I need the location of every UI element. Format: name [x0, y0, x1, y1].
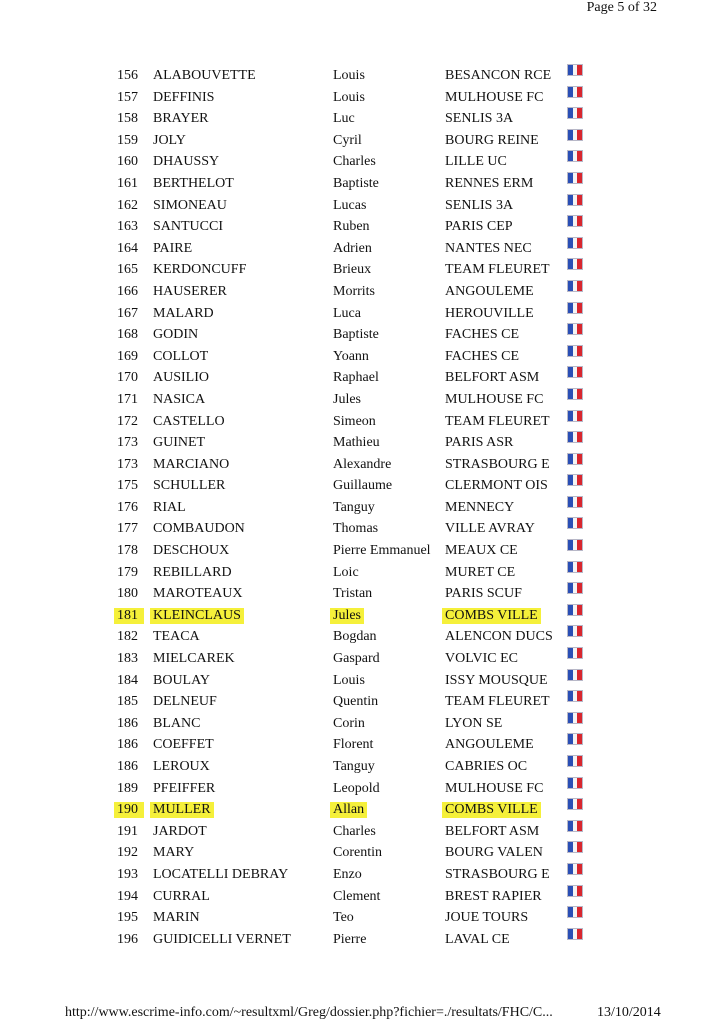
last-name-cell: AUSILIO: [153, 370, 209, 386]
rank-cell: 193: [117, 866, 138, 882]
france-flag-icon: [568, 886, 582, 896]
table-row: [0, 864, 723, 886]
club-cell: MULHOUSE FC: [445, 780, 544, 796]
rank-cell: 166: [117, 283, 138, 299]
first-name-cell: Tanguy: [333, 499, 375, 515]
table-row: [0, 216, 723, 238]
club-cell: HEROUVILLE: [445, 305, 534, 321]
france-flag-icon: [568, 713, 582, 723]
france-flag-icon: [568, 87, 582, 97]
france-flag-icon: [568, 605, 582, 615]
france-flag-icon: [568, 497, 582, 507]
france-flag-icon: [568, 475, 582, 485]
table-row: [0, 432, 723, 454]
table-row: [0, 583, 723, 605]
table-row: [0, 151, 723, 173]
table-row: [0, 130, 723, 152]
france-flag-icon: [568, 454, 582, 464]
club-cell: BREST RAPIER: [445, 888, 542, 904]
club-cell: ANGOULEME: [445, 283, 534, 299]
table-row: [0, 778, 723, 800]
last-name-cell: MARCIANO: [153, 456, 230, 472]
table-row: [0, 475, 723, 497]
first-name-cell: Guillaume: [333, 478, 393, 494]
rank-cell: 171: [117, 391, 138, 407]
first-name-cell: Enzo: [333, 866, 362, 882]
rank-cell: 182: [117, 629, 138, 645]
last-name-cell: JOLY: [153, 132, 186, 148]
france-flag-icon: [568, 411, 582, 421]
first-name-cell: Ruben: [333, 219, 370, 235]
rank-cell: 190: [114, 802, 144, 818]
table-row: [0, 238, 723, 260]
france-flag-icon: [568, 842, 582, 852]
table-row: [0, 691, 723, 713]
last-name-cell: GODIN: [153, 327, 199, 343]
france-flag-icon: [568, 734, 582, 744]
club-cell: VILLE AVRAY: [445, 521, 535, 537]
club-cell: STRASBOURG E: [445, 866, 550, 882]
rank-cell: 191: [117, 823, 138, 839]
last-name-cell: GUINET: [153, 435, 206, 451]
table-row: [0, 195, 723, 217]
first-name-cell: Florent: [333, 737, 374, 753]
rank-cell: 159: [117, 132, 138, 148]
rank-cell: 165: [117, 262, 138, 278]
club-cell: BELFORT ASM: [445, 823, 540, 839]
table-row: [0, 497, 723, 519]
table-row: [0, 346, 723, 368]
table-row: [0, 756, 723, 778]
france-flag-icon: [568, 821, 582, 831]
table-row: [0, 389, 723, 411]
club-cell: ISSY MOUSQUE: [445, 672, 548, 688]
first-name-cell: Luca: [333, 305, 361, 321]
table-row: [0, 454, 723, 476]
club-cell: SENLIS 3A: [445, 111, 514, 127]
rank-cell: 168: [117, 327, 138, 343]
rank-cell: 170: [117, 370, 138, 386]
first-name-cell: Allan: [330, 802, 367, 818]
table-row: [0, 821, 723, 843]
first-name-cell: Yoann: [333, 348, 369, 364]
table-row: [0, 670, 723, 692]
rank-cell: 173: [117, 456, 138, 472]
table-row: [0, 367, 723, 389]
first-name-cell: Corin: [333, 715, 365, 731]
first-name-cell: Tristan: [333, 586, 373, 602]
france-flag-icon: [568, 864, 582, 874]
first-name-cell: Corentin: [333, 845, 382, 861]
france-flag-icon: [568, 756, 582, 766]
france-flag-icon: [568, 173, 582, 183]
first-name-cell: Louis: [333, 68, 365, 83]
first-name-cell: Raphael: [333, 370, 379, 386]
rank-cell: 179: [117, 564, 138, 580]
club-cell: PARIS SCUF: [445, 586, 522, 602]
france-flag-icon: [568, 216, 582, 226]
club-cell: CABRIES OC: [445, 759, 528, 774]
club-cell: STRASBOURG E: [445, 456, 550, 472]
table-row: [0, 324, 723, 346]
last-name-cell: LOCATELLI DEBRAY: [153, 866, 289, 882]
rank-cell: 175: [117, 478, 138, 494]
club-cell: TEAM FLEURET: [445, 694, 550, 710]
club-cell: LYON SE: [445, 715, 503, 731]
rank-cell: 194: [117, 888, 138, 904]
france-flag-icon: [568, 130, 582, 140]
france-flag-icon: [568, 518, 582, 528]
club-cell: RENNES ERM: [445, 175, 534, 191]
rank-cell: 196: [117, 931, 138, 947]
last-name-cell: DEFFINIS: [153, 89, 215, 105]
last-name-cell: DESCHOUX: [153, 543, 230, 559]
france-flag-icon: [568, 324, 582, 334]
last-name-cell: BERTHELOT: [153, 175, 234, 191]
france-flag-icon: [568, 929, 582, 939]
first-name-cell: Louis: [333, 89, 365, 105]
france-flag-icon: [568, 540, 582, 550]
rank-cell: 162: [117, 197, 138, 213]
last-name-cell: MARIN: [153, 910, 200, 926]
first-name-cell: Lucas: [333, 197, 367, 213]
first-name-cell: Gaspard: [333, 651, 380, 667]
rank-cell: 186: [117, 759, 138, 774]
france-flag-icon: [568, 195, 582, 205]
club-cell: LAVAL CE: [445, 931, 510, 947]
footer-url: http://www.escrime-info.com/~resultxml/Greg/dossier.php?fichier=./resultats/FHC/C...: [65, 1005, 553, 1020]
france-flag-icon: [568, 583, 582, 593]
first-name-cell: Jules: [333, 391, 361, 407]
first-name-cell: Quentin: [333, 694, 379, 710]
table-row: [0, 842, 723, 864]
club-cell: VOLVIC EC: [445, 651, 518, 667]
france-flag-icon: [568, 691, 582, 701]
club-cell: MEAUX CE: [445, 543, 518, 559]
last-name-cell: MAROTEAUX: [153, 586, 243, 602]
first-name-cell: Simeon: [333, 413, 376, 429]
france-flag-icon: [568, 346, 582, 356]
last-name-cell: SCHULLER: [153, 478, 226, 494]
last-name-cell: CASTELLO: [153, 413, 225, 429]
club-cell: PARIS ASR: [445, 435, 514, 451]
france-flag-icon: [568, 432, 582, 442]
last-name-cell: SANTUCCI: [153, 219, 224, 235]
table-row: [0, 886, 723, 908]
table-row: [0, 259, 723, 281]
table-row: [0, 626, 723, 648]
last-name-cell: DELNEUF: [153, 694, 217, 710]
last-name-cell: BLANC: [153, 715, 201, 731]
club-cell: BELFORT ASM: [445, 370, 540, 386]
last-name-cell: PFEIFFER: [153, 780, 216, 796]
first-name-cell: Brieux: [333, 262, 372, 278]
rank-cell: 177: [117, 521, 138, 537]
first-name-cell: Morrits: [333, 283, 375, 299]
france-flag-icon: [568, 670, 582, 680]
france-flag-icon: [568, 626, 582, 636]
club-cell: TEAM FLEURET: [445, 262, 550, 278]
club-cell: COMBS VILLE: [442, 802, 541, 818]
rank-cell: 192: [117, 845, 138, 861]
france-flag-icon: [568, 389, 582, 399]
rank-cell: 161: [117, 175, 138, 191]
table-row: [0, 734, 723, 756]
france-flag-icon: [568, 799, 582, 809]
last-name-cell: PAIRE: [153, 240, 193, 256]
club-cell: BOURG REINE: [445, 132, 539, 148]
club-cell: JOUE TOURS: [445, 910, 529, 926]
france-flag-icon: [568, 303, 582, 313]
club-cell: ALENCON DUCS: [445, 629, 553, 645]
club-cell: CLERMONT OIS: [445, 478, 548, 494]
rank-cell: 176: [117, 499, 138, 515]
table-row: [0, 411, 723, 433]
last-name-cell: SIMONEAU: [153, 197, 227, 213]
rank-cell: 160: [117, 154, 138, 170]
rank-cell: 183: [117, 651, 138, 667]
last-name-cell: JARDOT: [153, 823, 207, 839]
last-name-cell: MALARD: [153, 305, 214, 321]
first-name-cell: Loic: [333, 564, 359, 580]
table-row: [0, 907, 723, 929]
last-name-cell: REBILLARD: [153, 564, 232, 580]
first-name-cell: Pierre: [333, 931, 367, 947]
first-name-cell: Adrien: [333, 240, 372, 256]
footer-date: 13/10/2014: [597, 1005, 661, 1020]
table-row: [0, 713, 723, 735]
france-flag-icon: [568, 907, 582, 917]
table-row: [0, 87, 723, 109]
club-cell: LILLE UC: [445, 154, 507, 170]
rank-cell: 164: [117, 240, 138, 256]
first-name-cell: Bogdan: [333, 629, 377, 645]
club-cell: COMBS VILLE: [442, 608, 541, 624]
rank-cell: 195: [117, 910, 138, 926]
club-cell: MURET CE: [445, 564, 516, 580]
club-cell: NANTES NEC: [445, 240, 532, 256]
france-flag-icon: [568, 65, 582, 75]
first-name-cell: Baptiste: [333, 175, 379, 191]
first-name-cell: Pierre Emmanuel: [333, 543, 431, 559]
first-name-cell: Thomas: [333, 521, 379, 537]
table-row: [0, 65, 723, 87]
last-name-cell: COEFFET: [153, 737, 214, 753]
last-name-cell: MULLER: [150, 802, 214, 818]
first-name-cell: Leopold: [333, 780, 380, 796]
last-name-cell: MIELCAREK: [153, 651, 235, 667]
rank-cell: 178: [117, 543, 138, 559]
table-row: [0, 648, 723, 670]
last-name-cell: ALABOUVETTE: [153, 68, 256, 83]
first-name-cell: Charles: [333, 823, 376, 839]
france-flag-icon: [568, 259, 582, 269]
last-name-cell: DHAUSSY: [153, 154, 220, 170]
rank-cell: 163: [117, 219, 138, 235]
rank-cell: 181: [114, 608, 144, 624]
rank-cell: 157: [117, 89, 138, 105]
last-name-cell: COMBAUDON: [153, 521, 245, 537]
last-name-cell: COLLOT: [153, 348, 209, 364]
first-name-cell: Teo: [333, 910, 354, 926]
first-name-cell: Clement: [333, 888, 381, 904]
first-name-cell: Baptiste: [333, 327, 379, 343]
table-row: [0, 173, 723, 195]
table-row: [0, 108, 723, 130]
club-cell: BOURG VALEN: [445, 845, 543, 861]
first-name-cell: Luc: [333, 111, 355, 127]
last-name-cell: TEACA: [153, 629, 200, 645]
france-flag-icon: [568, 281, 582, 291]
club-cell: BESANCON RCE: [445, 68, 552, 83]
club-cell: ANGOULEME: [445, 737, 534, 753]
first-name-cell: Jules: [330, 608, 364, 624]
table-row: [0, 929, 723, 951]
first-name-cell: Charles: [333, 154, 376, 170]
rank-cell: 184: [117, 672, 138, 688]
first-name-cell: Tanguy: [333, 759, 375, 774]
last-name-cell: MARY: [153, 845, 195, 861]
rank-cell: 169: [117, 348, 138, 364]
club-cell: MENNECY: [445, 499, 515, 515]
last-name-cell: CURRAL: [153, 888, 210, 904]
rank-cell: 186: [117, 737, 138, 753]
table-row: [0, 303, 723, 325]
last-name-cell: RIAL: [153, 499, 186, 515]
rank-cell: 186: [117, 715, 138, 731]
rank-cell: 156: [117, 68, 138, 83]
club-cell: PARIS CEP: [445, 219, 513, 235]
last-name-cell: BOULAY: [153, 672, 211, 688]
rank-cell: 185: [117, 694, 138, 710]
last-name-cell: KLEINCLAUS: [150, 608, 244, 624]
club-cell: MULHOUSE FC: [445, 89, 544, 105]
first-name-cell: Louis: [333, 672, 365, 688]
club-cell: FACHES CE: [445, 327, 520, 343]
table-row-highlighted: [0, 605, 723, 627]
france-flag-icon: [568, 648, 582, 658]
france-flag-icon: [568, 778, 582, 788]
last-name-cell: LEROUX: [153, 759, 210, 774]
page-number: Page 5 of 32: [586, 0, 657, 15]
rank-cell: 173: [117, 435, 138, 451]
table-row: [0, 518, 723, 540]
rank-cell: 158: [117, 111, 138, 127]
rank-cell: 167: [117, 305, 138, 321]
france-flag-icon: [568, 108, 582, 118]
table-row-highlighted: [0, 799, 723, 821]
table-row: [0, 540, 723, 562]
table-row: [0, 281, 723, 303]
club-cell: SENLIS 3A: [445, 197, 514, 213]
club-cell: FACHES CE: [445, 348, 520, 364]
last-name-cell: NASICA: [153, 391, 206, 407]
last-name-cell: GUIDICELLI VERNET: [153, 931, 291, 947]
results-table: [0, 65, 723, 950]
first-name-cell: Cyril: [333, 132, 362, 148]
table-row: [0, 562, 723, 584]
club-cell: MULHOUSE FC: [445, 391, 544, 407]
france-flag-icon: [568, 367, 582, 377]
club-cell: TEAM FLEURET: [445, 413, 550, 429]
rank-cell: 189: [117, 780, 138, 796]
rank-cell: 172: [117, 413, 138, 429]
last-name-cell: KERDONCUFF: [153, 262, 247, 278]
last-name-cell: BRAYER: [153, 111, 209, 127]
france-flag-icon: [568, 151, 582, 161]
france-flag-icon: [568, 562, 582, 572]
first-name-cell: Mathieu: [333, 435, 380, 451]
rank-cell: 180: [117, 586, 138, 602]
last-name-cell: HAUSERER: [153, 283, 227, 299]
france-flag-icon: [568, 238, 582, 248]
first-name-cell: Alexandre: [333, 456, 392, 472]
